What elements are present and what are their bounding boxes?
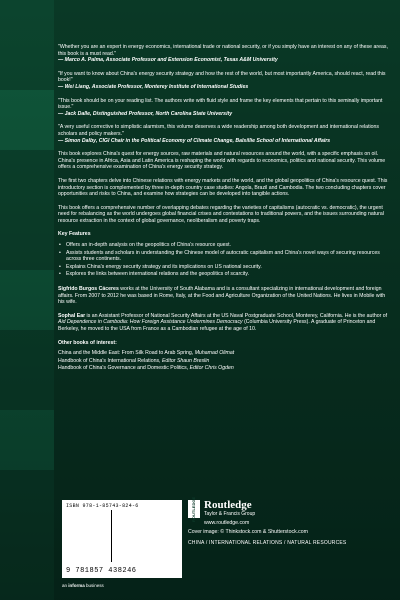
author-name: Sophal Ear bbox=[58, 312, 86, 319]
book-editor: Editor Chris Ogden bbox=[189, 365, 234, 372]
other-books-heading: Other books of interest: bbox=[58, 339, 117, 346]
list-item: • Offers an in-depth analysis on the geopolitics of China's resource quest. bbox=[58, 242, 392, 249]
book-title: China and the Middle East: From Silk Road to Arab Spring, bbox=[58, 350, 195, 357]
publisher-logo bbox=[188, 496, 388, 522]
review-quote bbox=[58, 98, 392, 118]
informa-brand: informa bbox=[68, 583, 85, 588]
back-cover-text bbox=[58, 44, 392, 373]
publisher-group: Taylor & Francis Group bbox=[204, 511, 256, 518]
quote-attribution: — Wei Liang, Associate Professor, Monterey Institute of International Studies bbox=[58, 83, 249, 90]
list-item: • Explores the links between international relations and the geopolitics of scarcity. bbox=[58, 271, 392, 278]
book-editor: Muhamad Olimat bbox=[194, 350, 235, 357]
isbn-label: ISBN 978-1-85743-824-6 bbox=[66, 503, 139, 509]
description-paragraph: This book explores China's quest for energy sources, raw materials and natural resources around the world, with a specific emphasis on oil. China's presence in Africa, Asia and Latin America is reshaping the world with regards to economics, politics and national security. This volume offers a comprehensive examination of China's energy security strategy. bbox=[58, 151, 386, 171]
description-paragraph: The first two chapters delve into Chinese relations with energy markets and the world, and the global geopolitics of China's resource quest. This introductory section is complemented by three in-depth country case studies: Angola, Brazil and Cambodia. The two concluding chapters cover opportunities and risks to China, and examine how strategies can be developed into tangible actions. bbox=[58, 177, 388, 198]
author-bio bbox=[58, 313, 392, 333]
key-features-heading: Key Features bbox=[58, 231, 91, 238]
review-quote bbox=[58, 71, 392, 91]
author-book-title: Aid Dependence in Cambodia: How Foreign Assistance Undermines Democracy bbox=[58, 319, 243, 326]
quote-attribution: — Simon Dalby, CIGI Chair in the Political Economy of Climate Change, Balsillie School of International Affairs bbox=[58, 137, 331, 144]
subject-category: CHINA / INTERNATIONAL RELATIONS / NATURAL RESOURCES bbox=[188, 540, 347, 546]
quote-attribution: — Jack Dalle, Distinguished Professor, North Carolina State University bbox=[58, 110, 233, 117]
cover-image-credit: Cover image: © Thinkstock.com & Shutterstock.com bbox=[188, 528, 308, 535]
barcode-bars bbox=[72, 510, 172, 562]
book-editor: Editor Shaun Breslin bbox=[161, 357, 210, 364]
isbn-barcode bbox=[62, 500, 182, 578]
quote-text: "Whether you are an expert in energy economics, international trade or national security, or if you simply have an interest on any of these areas, this book is a must read." bbox=[58, 44, 388, 57]
publisher-name: Routledge bbox=[204, 499, 252, 512]
book-title: Handbook of China's International Relations, bbox=[58, 357, 162, 364]
publisher-block bbox=[188, 496, 388, 547]
review-quote bbox=[58, 124, 392, 144]
list-item bbox=[58, 350, 392, 357]
key-features-list bbox=[58, 242, 392, 278]
quote-text: "If you want to know about China's energy security strategy and how the rest of the world, but most importantly America, should react, read this book!" bbox=[58, 70, 386, 84]
review-quote bbox=[58, 44, 392, 64]
list-item bbox=[58, 358, 392, 365]
author-bio-text: is an Assistant Professor of National Security Affairs at the US Naval Postgraduate School, Monterey, California. He is the author of bbox=[85, 312, 388, 319]
routledge-logo-icon: ROUTLEDGE bbox=[188, 500, 200, 518]
quote-text: "This book should be on your reading list. The authors write with fluid style and frame the key elements that pertain to this seminally important issue." bbox=[58, 97, 383, 111]
author-bio bbox=[58, 286, 392, 306]
publisher-url[interactable]: www.routledge.com bbox=[204, 520, 250, 526]
barcode-digits: 9 781857 438246 bbox=[66, 567, 137, 575]
author-bio-text: works at the University of South Alabama and is a consultant specializing in international development and foreign affairs. From 2007 to 2012 he was based in Rome, Italy, at the Food and Agriculture Organization of the United Nations. He lives in Mobile with his wife. bbox=[58, 286, 386, 306]
list-item: • Assists students and scholars in understanding the Chinese model of autocratic capitalism and China's novel ways of securing resources across three continents. bbox=[58, 250, 392, 263]
description-paragraph: This book offers a comprehensive number of overlapping debates regarding the varieties of capitalisms (autocratic vs. democratic), the urgent need for rebalancing as the world undergoes global financial crises and contestations to traditional powers, and the issues surrounding natural resource extraction in the context of global governance, neoliberalism and poverty traps. bbox=[58, 204, 384, 224]
book-title: Handbook of China's Governance and Domestic Politics, bbox=[58, 365, 190, 372]
author-bio-text: (Columbia University Press). A graduate of Princeton and Berkeley, he moved to the USA from France as a Cambodian refugee at the age of 10. bbox=[58, 319, 376, 332]
list-item bbox=[58, 365, 392, 372]
list-item: • Explains China's energy security strategy and its implications on US national security. bbox=[58, 264, 392, 271]
quote-text: "A very useful corrective to simplistic alarmism, this volume deserves a wide readership among both development and international relations scholars and policy makers." bbox=[58, 124, 380, 137]
author-name: Sigfrido Burgos Cáceres bbox=[58, 286, 119, 293]
quote-attribution: — Marco A. Palma, Associate Professor and Extension Economist, Texas A&M University bbox=[58, 57, 278, 64]
informa-tagline: an informa business bbox=[62, 583, 104, 588]
